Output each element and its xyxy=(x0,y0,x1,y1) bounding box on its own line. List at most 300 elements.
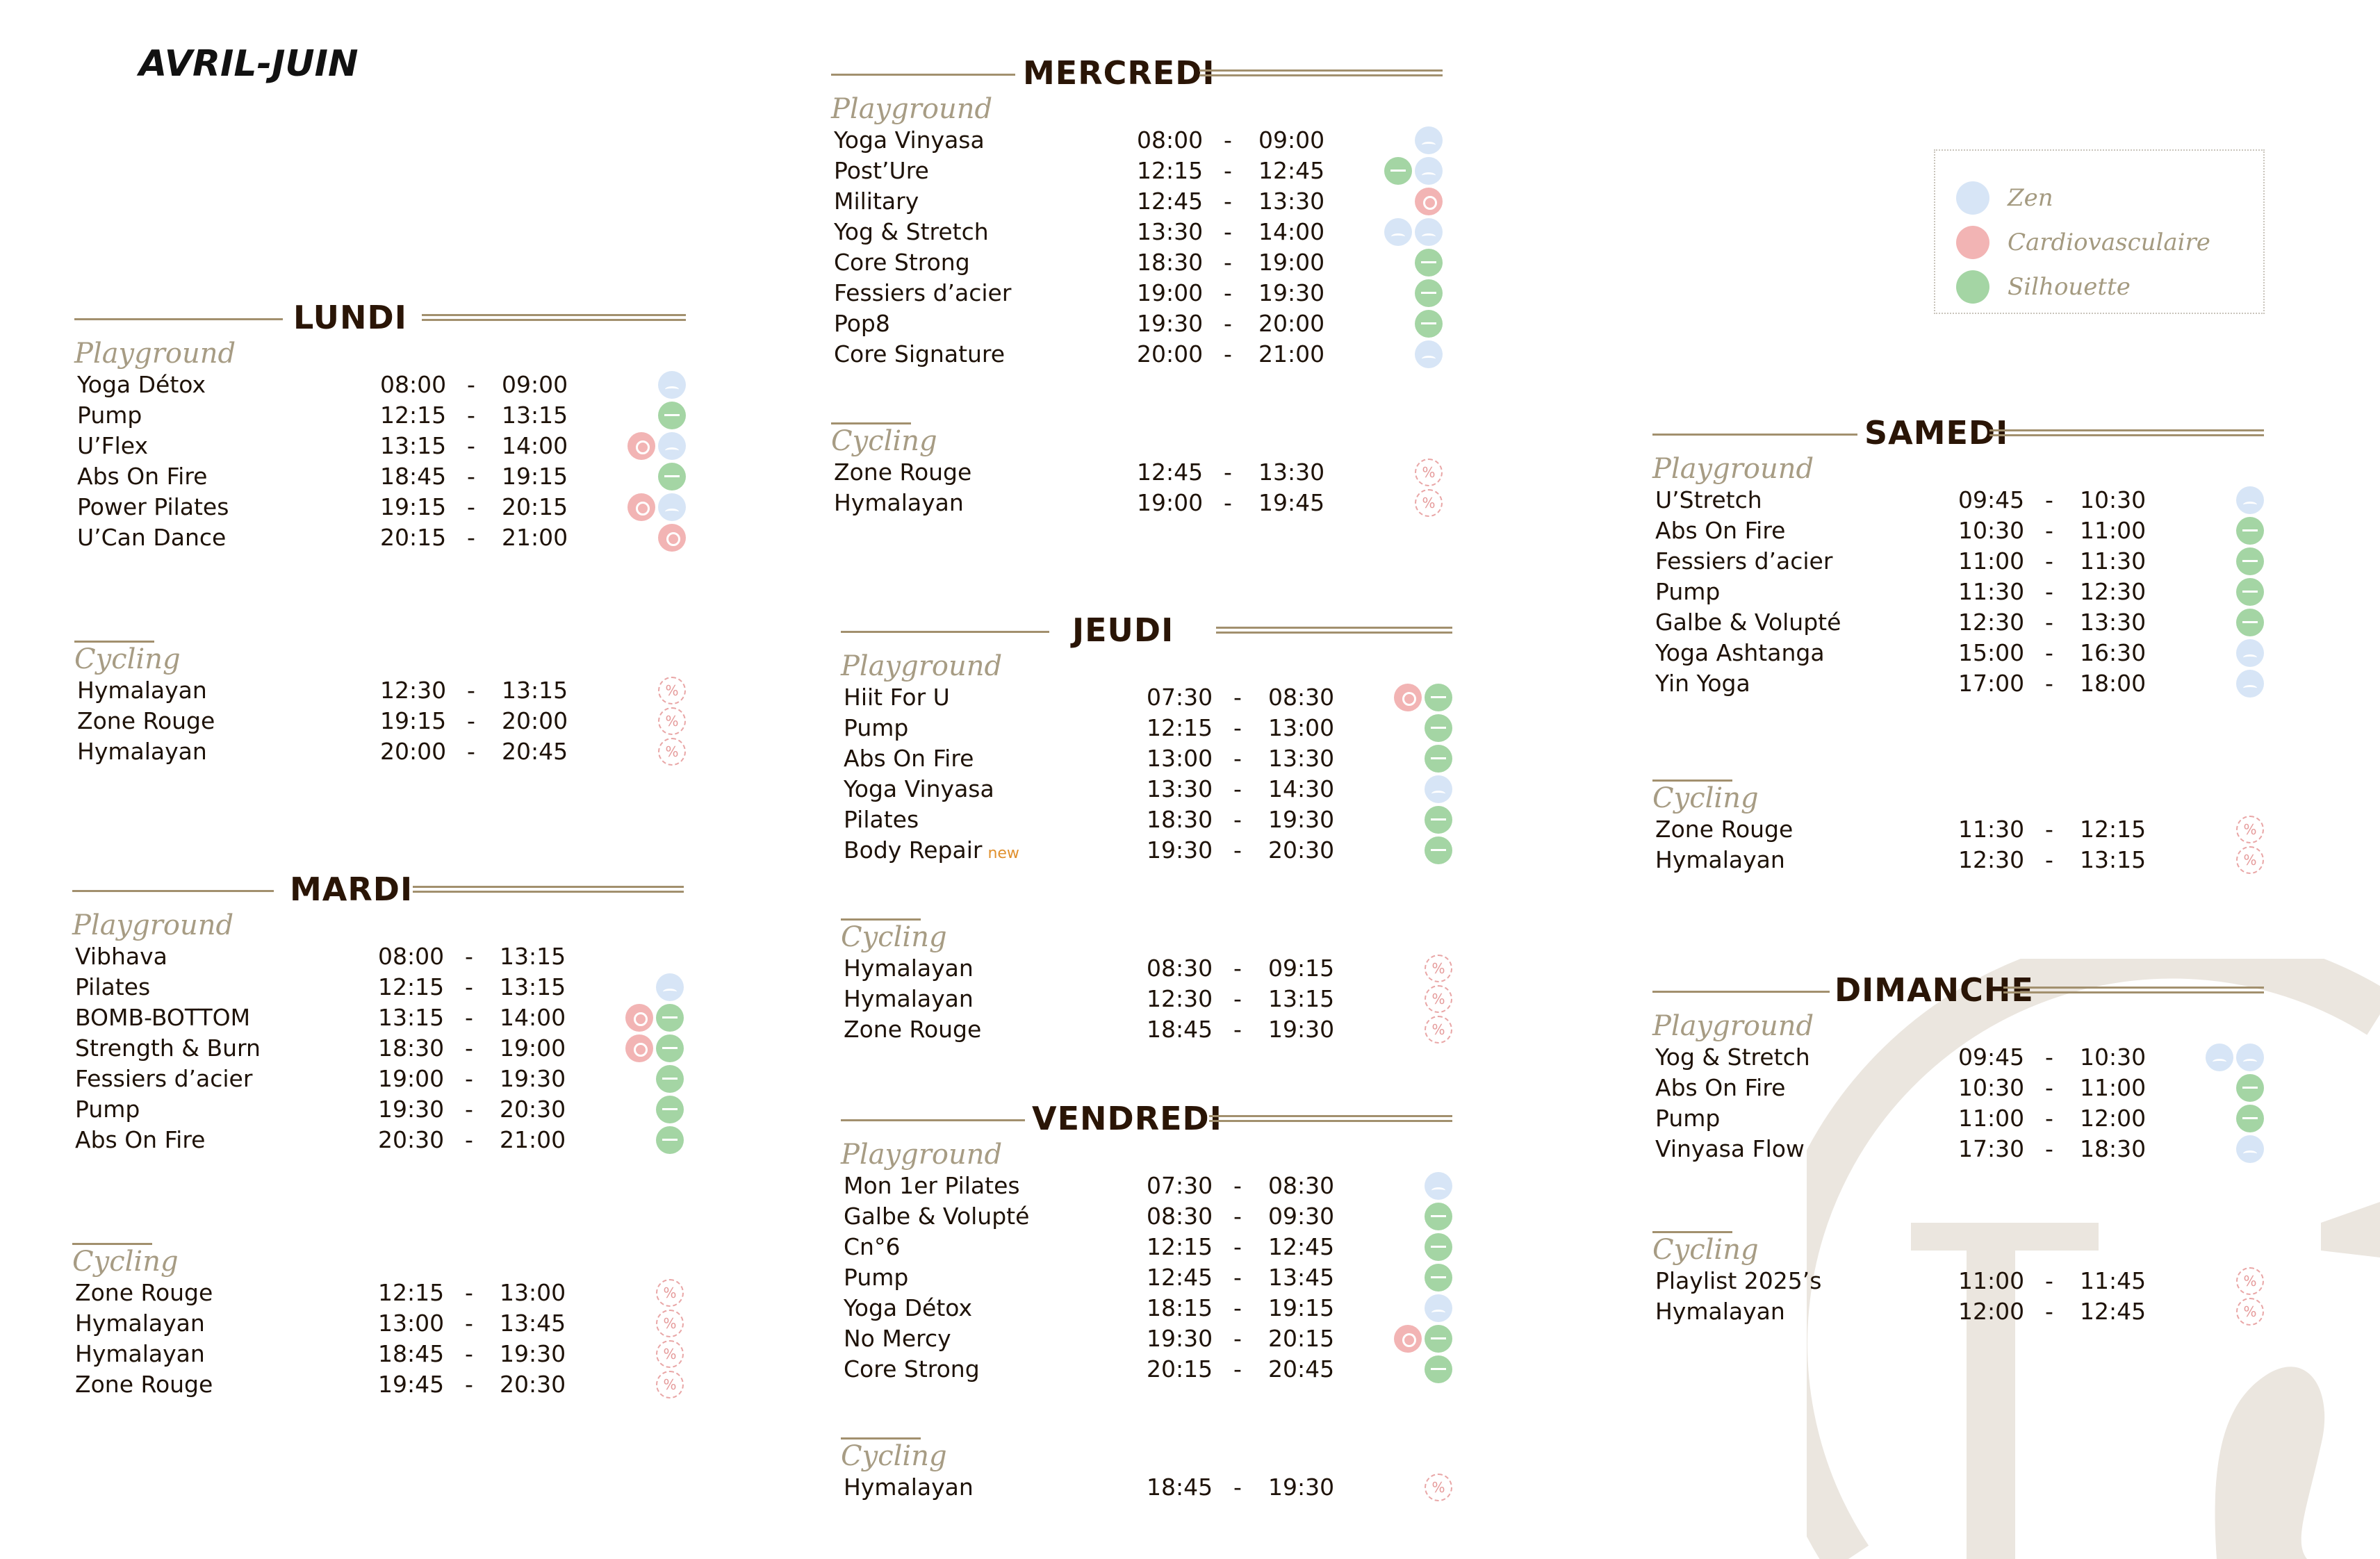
class-name-text: Hymalayan xyxy=(844,1474,974,1501)
end-time: 20:45 xyxy=(502,738,568,765)
class-type-icons xyxy=(658,677,686,704)
class-name-text: Zone Rouge xyxy=(844,1016,982,1043)
start-time: 18:30 xyxy=(378,1034,445,1062)
class-type-icons xyxy=(1394,684,1452,711)
class-name-text: Playlist 2025’s xyxy=(1655,1267,1822,1294)
class-name-text: Hiit For U xyxy=(844,684,950,711)
cycling-label: Cycling xyxy=(841,921,947,953)
class-name xyxy=(844,1323,951,1354)
class-name xyxy=(834,247,970,278)
silhouette-dot-icon xyxy=(2236,578,2264,606)
class-name-text: Post’Ure xyxy=(834,157,929,184)
playground-row xyxy=(72,972,684,1003)
cycling-block xyxy=(1652,780,2264,875)
cycling-dot-icon xyxy=(1425,955,1452,982)
end-time: 11:30 xyxy=(2080,547,2147,575)
start-time: 07:30 xyxy=(1147,1172,1213,1199)
time-separator: - xyxy=(1233,1355,1242,1383)
time-separator: - xyxy=(1233,955,1242,982)
class-name-text: Pilates xyxy=(75,973,151,1000)
zen-dot-icon xyxy=(1425,1294,1452,1322)
time-separator: - xyxy=(467,493,475,520)
cycling-dot-icon xyxy=(1425,1474,1452,1501)
playground-row xyxy=(1652,515,2264,546)
class-type-icons xyxy=(1425,1474,1452,1501)
class-type-icons xyxy=(625,1004,684,1032)
start-time: 20:00 xyxy=(380,738,447,765)
class-name-text: Core Strong xyxy=(834,249,970,276)
time-separator: - xyxy=(467,402,475,429)
end-time: 09:30 xyxy=(1268,1203,1335,1230)
playground-row xyxy=(1652,546,2264,577)
time-separator: - xyxy=(465,1004,473,1031)
playground-row xyxy=(74,431,686,461)
class-type-icons xyxy=(656,973,684,1001)
header-rule-left xyxy=(1652,991,1830,993)
legend-label: Silhouette xyxy=(2008,273,2131,301)
class-name xyxy=(834,217,989,247)
end-time: 11:00 xyxy=(2080,517,2147,544)
end-time: 20:15 xyxy=(502,493,568,520)
start-time: 12:15 xyxy=(380,402,447,429)
end-time: 20:00 xyxy=(502,707,568,734)
class-name xyxy=(1655,485,1762,515)
cycling-dot-icon xyxy=(2236,816,2264,843)
time-separator: - xyxy=(2045,517,2053,544)
class-type-icons xyxy=(2236,1074,2264,1102)
class-name-text: Pump xyxy=(1655,1105,1721,1132)
zen-dot-icon xyxy=(1415,340,1443,368)
class-type-icons xyxy=(1384,157,1443,185)
start-time: 11:00 xyxy=(1958,1105,2025,1132)
class-name-text: Zone Rouge xyxy=(1655,816,1794,843)
time-separator: - xyxy=(1224,489,1232,516)
silhouette-dot-icon xyxy=(658,463,686,490)
legend-item-cardio xyxy=(1956,220,2263,265)
cardio-dot-icon xyxy=(658,524,686,552)
legend-item-silhouette xyxy=(1956,265,2263,309)
playground-label: Playground xyxy=(841,650,1003,682)
start-time: 19:30 xyxy=(1137,310,1204,337)
end-time: 12:45 xyxy=(1268,1233,1335,1260)
start-time: 19:30 xyxy=(1147,836,1213,864)
start-time: 18:15 xyxy=(1147,1294,1213,1321)
silhouette-dot-icon xyxy=(1425,1325,1452,1353)
time-separator: - xyxy=(1224,340,1232,368)
cardio-dot-icon xyxy=(1394,684,1422,711)
silhouette-dot-icon xyxy=(1384,157,1412,185)
class-name-text: No Mercy xyxy=(844,1325,951,1352)
day-section-dimanche xyxy=(1652,971,2264,1327)
zen-dot-icon xyxy=(658,493,686,521)
class-type-icons xyxy=(656,1371,684,1399)
class-type-icons xyxy=(658,707,686,735)
playground-row xyxy=(74,461,686,492)
class-type-icons xyxy=(1425,1294,1452,1322)
cycling-dot-icon xyxy=(2236,1267,2264,1295)
cycling-row xyxy=(831,457,1443,488)
end-time: 13:15 xyxy=(2080,846,2147,873)
class-name xyxy=(75,972,150,1003)
start-time: 15:00 xyxy=(1958,639,2025,666)
cycling-row xyxy=(72,1369,684,1400)
start-time: 19:00 xyxy=(1137,489,1204,516)
class-type-icons xyxy=(2236,639,2264,667)
class-type-icons xyxy=(656,1279,684,1307)
end-time: 18:30 xyxy=(2080,1135,2147,1162)
playground-row xyxy=(841,835,1452,866)
end-time: 16:30 xyxy=(2080,639,2147,666)
class-name-text: Hymalayan xyxy=(75,1310,205,1337)
class-type-icons xyxy=(1425,836,1452,864)
class-type-icons xyxy=(2236,670,2264,698)
time-separator: - xyxy=(2045,1105,2053,1132)
class-name xyxy=(844,743,974,774)
time-separator: - xyxy=(1233,745,1242,772)
time-separator: - xyxy=(1233,684,1242,711)
class-name xyxy=(1655,814,1793,845)
playground-row xyxy=(831,186,1443,217)
end-time: 14:30 xyxy=(1268,775,1335,802)
day-title: SAMEDI xyxy=(1864,414,2009,452)
time-separator: - xyxy=(1233,806,1242,833)
zen-dot-icon xyxy=(2236,486,2264,514)
end-time: 12:30 xyxy=(2080,578,2147,605)
start-time: 11:30 xyxy=(1958,578,2025,605)
class-type-icons xyxy=(1425,1355,1452,1383)
silhouette-dot-icon xyxy=(656,1126,684,1154)
end-time: 13:00 xyxy=(1268,714,1335,741)
playground-row xyxy=(831,308,1443,339)
end-time: 12:45 xyxy=(2080,1298,2147,1325)
end-time: 21:00 xyxy=(500,1126,566,1153)
class-type-icons xyxy=(1415,188,1443,215)
cycling-label: Cycling xyxy=(74,643,181,675)
class-type-icons xyxy=(1425,1203,1452,1230)
time-separator: - xyxy=(1224,126,1232,154)
end-time: 11:00 xyxy=(2080,1074,2147,1101)
day-header xyxy=(1652,971,2264,1016)
day-header xyxy=(841,1100,1452,1144)
end-time: 12:45 xyxy=(1258,157,1325,184)
time-separator: - xyxy=(1233,775,1242,802)
class-name xyxy=(75,1003,250,1033)
class-name-text: Core Strong xyxy=(844,1355,980,1383)
cycling-dot-icon xyxy=(656,1279,684,1307)
time-separator: - xyxy=(467,371,475,398)
class-name-text: Pump xyxy=(844,714,909,741)
end-time: 10:30 xyxy=(2080,486,2147,513)
class-name xyxy=(77,706,215,736)
cycling-block xyxy=(841,1437,1452,1503)
playground-row xyxy=(1652,1042,2264,1073)
playground-row xyxy=(1652,607,2264,638)
end-time: 20:45 xyxy=(1268,1355,1335,1383)
cycling-label: Cycling xyxy=(1652,1234,1759,1266)
start-time: 17:00 xyxy=(1958,670,2025,697)
class-type-icons xyxy=(1425,985,1452,1013)
start-time: 13:00 xyxy=(1147,745,1213,772)
start-time: 18:45 xyxy=(1147,1016,1213,1043)
end-time: 09:15 xyxy=(1268,955,1335,982)
page-title: AVRIL-JUIN xyxy=(139,43,359,85)
class-name xyxy=(1655,845,1785,875)
playground-row xyxy=(831,125,1443,156)
time-separator: - xyxy=(1233,1325,1242,1352)
playground-row xyxy=(1652,668,2264,699)
silhouette-dot-icon xyxy=(658,402,686,429)
cycling-row xyxy=(841,984,1452,1014)
class-name xyxy=(834,339,1005,370)
start-time: 07:30 xyxy=(1147,684,1213,711)
cycling-row xyxy=(72,1308,684,1339)
class-type-icons xyxy=(1415,279,1443,307)
start-time: 13:30 xyxy=(1147,775,1213,802)
time-separator: - xyxy=(2045,639,2053,666)
time-separator: - xyxy=(1233,1233,1242,1260)
new-badge: new xyxy=(987,845,1019,862)
time-separator: - xyxy=(2045,670,2053,697)
end-time: 13:30 xyxy=(1268,745,1335,772)
end-time: 14:00 xyxy=(502,432,568,459)
start-time: 19:30 xyxy=(1147,1325,1213,1352)
class-name xyxy=(844,774,994,805)
header-rule-right xyxy=(1216,627,1452,634)
class-type-icons xyxy=(1394,1325,1452,1353)
start-time: 12:30 xyxy=(1147,985,1213,1012)
playground-label: Playground xyxy=(72,909,234,941)
end-time: 13:00 xyxy=(500,1279,566,1306)
class-type-icons xyxy=(627,493,686,521)
day-section-lundi xyxy=(74,299,686,767)
class-name xyxy=(834,308,890,339)
silhouette-dot-icon xyxy=(2236,1105,2264,1132)
class-name xyxy=(75,1278,213,1308)
class-type-icons xyxy=(656,1310,684,1337)
class-name xyxy=(75,1125,205,1155)
header-rule-right xyxy=(2003,987,2264,993)
class-type-icons xyxy=(2236,1298,2264,1326)
class-name-text: BOMB-BOTTOM xyxy=(75,1004,251,1031)
start-time: 12:30 xyxy=(1958,609,2025,636)
day-header xyxy=(841,611,1452,656)
playground-row xyxy=(72,1003,684,1033)
cardio-dot-icon xyxy=(627,432,655,460)
class-name xyxy=(1655,668,1750,699)
silhouette-dot-icon xyxy=(2236,517,2264,545)
day-title: VENDREDI xyxy=(1032,1100,1222,1137)
class-type-icons xyxy=(658,524,686,552)
class-name xyxy=(1655,1042,1810,1073)
playground-row xyxy=(1652,1073,2264,1103)
class-type-icons xyxy=(2236,846,2264,874)
header-rule-right xyxy=(1989,429,2264,436)
time-separator: - xyxy=(2045,846,2053,873)
silhouette-dot-icon xyxy=(1425,714,1452,742)
playground-row xyxy=(841,1171,1452,1201)
zen-dot-icon xyxy=(1415,157,1443,185)
playground-row xyxy=(72,1064,684,1094)
start-time: 12:15 xyxy=(378,1279,445,1306)
playground-row xyxy=(841,1323,1452,1354)
class-name xyxy=(834,156,929,186)
cycling-dot-icon xyxy=(658,707,686,735)
cycling-row xyxy=(74,675,686,706)
class-name-text: Abs On Fire xyxy=(1655,1074,1786,1101)
class-name xyxy=(834,125,985,156)
end-time: 12:00 xyxy=(2080,1105,2147,1132)
class-name-text: Pump xyxy=(1655,578,1721,605)
end-time: 20:30 xyxy=(500,1096,566,1123)
class-name xyxy=(77,736,207,767)
class-name xyxy=(844,953,974,984)
time-separator: - xyxy=(465,1310,473,1337)
end-time: 13:15 xyxy=(500,943,566,970)
header-rule-left xyxy=(831,74,1015,76)
end-time: 18:00 xyxy=(2080,670,2147,697)
class-name-text: U’Flex xyxy=(77,432,149,459)
start-time: 09:45 xyxy=(1958,486,2025,513)
class-name xyxy=(77,522,226,553)
class-name xyxy=(77,400,142,431)
cycling-block xyxy=(841,918,1452,1045)
class-name-text: Yoga Vinyasa xyxy=(834,126,985,154)
end-time: 19:30 xyxy=(1268,1016,1335,1043)
class-name xyxy=(77,675,207,706)
time-separator: - xyxy=(2045,547,2053,575)
header-rule-left xyxy=(1652,434,1857,436)
cardio-dot-icon xyxy=(625,1004,653,1032)
cycling-dot-icon xyxy=(2236,1298,2264,1326)
class-name xyxy=(75,1339,205,1369)
class-name xyxy=(834,488,964,518)
playground-row xyxy=(72,1094,684,1125)
end-time: 19:30 xyxy=(1268,1474,1335,1501)
time-separator: - xyxy=(465,1096,473,1123)
end-time: 20:15 xyxy=(1268,1325,1335,1352)
time-separator: - xyxy=(2045,1074,2053,1101)
zen-dot-icon xyxy=(1425,1172,1452,1200)
start-time: 19:00 xyxy=(378,1065,445,1092)
start-time: 19:15 xyxy=(380,707,447,734)
time-separator: - xyxy=(465,1034,473,1062)
class-name-text: Fessiers d’acier xyxy=(75,1065,253,1092)
legend-label: Zen xyxy=(2008,184,2053,212)
silhouette-dot-icon xyxy=(1425,806,1452,834)
cycling-label: Cycling xyxy=(1652,782,1759,814)
silhouette-dot-icon xyxy=(2236,609,2264,636)
cycling-dot-icon xyxy=(1415,489,1443,517)
class-type-icons xyxy=(656,1096,684,1123)
class-name-text: Galbe & Volupté xyxy=(844,1203,1030,1230)
start-time: 20:00 xyxy=(1137,340,1204,368)
time-separator: - xyxy=(1233,1172,1242,1199)
class-name-text: Yoga Détox xyxy=(77,371,206,398)
cycling-row xyxy=(841,1472,1452,1503)
zen-dot-icon xyxy=(2236,639,2264,667)
zen-dot-icon xyxy=(1384,218,1412,246)
header-rule-left xyxy=(74,318,283,320)
class-name-text: Yoga Ashtanga xyxy=(1655,639,1825,666)
start-time: 12:45 xyxy=(1147,1264,1213,1291)
time-separator: - xyxy=(1233,985,1242,1012)
start-time: 20:15 xyxy=(380,524,447,551)
class-name xyxy=(1655,1073,1785,1103)
class-name-text: Pilates xyxy=(844,806,919,833)
day-section-vendredi xyxy=(841,1100,1452,1503)
class-name xyxy=(1655,577,1720,607)
day-title: DIMANCHE xyxy=(1835,971,2034,1009)
class-name xyxy=(844,984,974,1014)
time-separator: - xyxy=(2045,578,2053,605)
class-type-icons xyxy=(625,1034,684,1062)
cycling-dot-icon xyxy=(658,738,686,766)
class-name xyxy=(844,835,1019,869)
class-name xyxy=(834,278,1011,308)
silhouette-dot-icon xyxy=(1425,684,1452,711)
class-name xyxy=(834,186,919,217)
end-time: 20:30 xyxy=(500,1371,566,1398)
class-type-icons xyxy=(2236,609,2264,636)
header-rule-left xyxy=(72,890,274,892)
day-header xyxy=(831,54,1443,99)
time-separator: - xyxy=(467,432,475,459)
class-name-text: Abs On Fire xyxy=(75,1126,206,1153)
cycling-row xyxy=(841,1014,1452,1045)
time-separator: - xyxy=(467,707,475,734)
cycling-row xyxy=(74,706,686,736)
class-name-text: Mon 1er Pilates xyxy=(844,1172,1020,1199)
time-separator: - xyxy=(1224,249,1232,276)
playground-label: Playground xyxy=(841,1139,1003,1171)
start-time: 12:30 xyxy=(1958,846,2025,873)
start-time: 19:00 xyxy=(1137,279,1204,306)
class-type-icons xyxy=(658,402,686,429)
cardio-dot-icon xyxy=(1415,188,1443,215)
class-name xyxy=(844,805,919,835)
class-name-text: Yog & Stretch xyxy=(1655,1044,1810,1071)
class-name xyxy=(77,492,229,522)
playground-row xyxy=(841,774,1452,805)
class-name xyxy=(77,431,148,461)
class-name xyxy=(844,1171,1020,1201)
cycling-row xyxy=(1652,1296,2264,1327)
end-time: 13:15 xyxy=(502,402,568,429)
class-name xyxy=(1655,1103,1720,1134)
class-name xyxy=(75,1064,252,1094)
start-time: 12:00 xyxy=(1958,1298,2025,1325)
time-separator: - xyxy=(1224,157,1232,184)
class-name-text: Pump xyxy=(844,1264,909,1291)
day-section-mardi xyxy=(72,871,684,1400)
class-name-text: Abs On Fire xyxy=(77,463,208,490)
time-separator: - xyxy=(2045,609,2053,636)
cycling-block xyxy=(1652,1231,2264,1327)
start-time: 20:15 xyxy=(1147,1355,1213,1383)
silhouette-dot-icon xyxy=(2236,1074,2264,1102)
start-time: 18:45 xyxy=(378,1340,445,1367)
class-name xyxy=(1655,638,1825,668)
class-name-text: Hymalayan xyxy=(1655,1298,1785,1325)
class-name xyxy=(844,1472,974,1503)
class-name-text: U’Stretch xyxy=(1655,486,1762,513)
end-time: 09:00 xyxy=(1258,126,1325,154)
end-time: 14:00 xyxy=(1258,218,1325,245)
end-time: 19:00 xyxy=(500,1034,566,1062)
cycling-row xyxy=(841,953,1452,984)
class-type-icons xyxy=(1425,775,1452,803)
start-time: 12:45 xyxy=(1137,459,1204,486)
